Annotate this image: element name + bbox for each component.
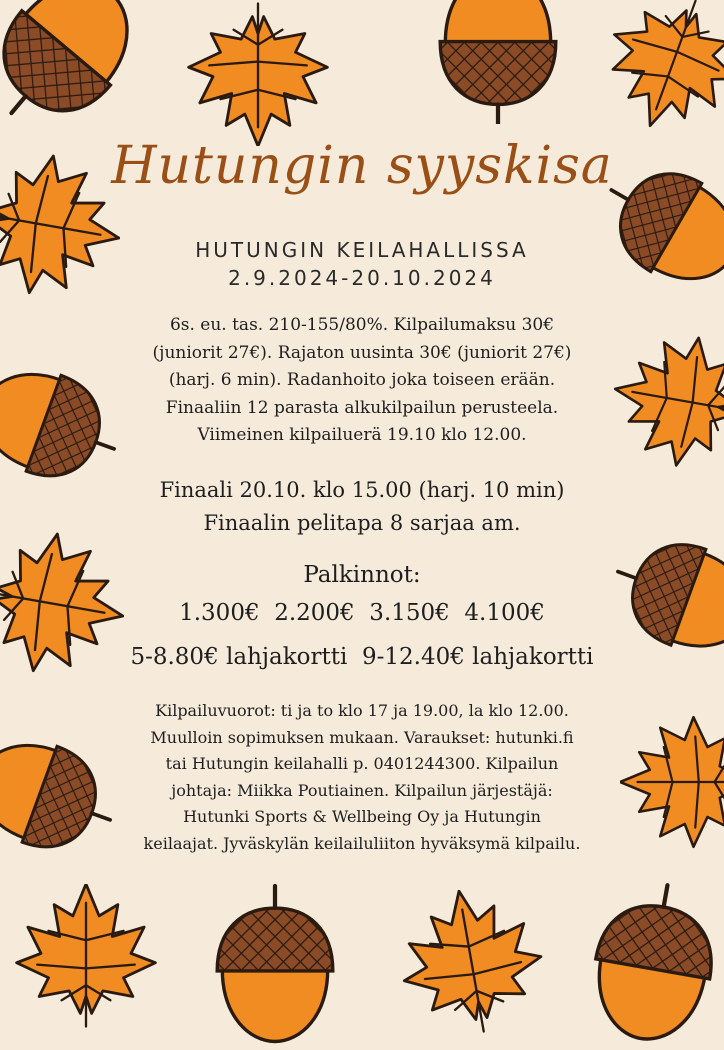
- info-line: tai Hutungin keilahalli p. 0401244300. Kilpailun: [165, 754, 559, 773]
- prizes-heading: Palkinnot:: [303, 562, 421, 588]
- subtitle: [0, 236, 724, 292]
- info-paragraph: [112, 698, 612, 857]
- info-line: johtaja: Miikka Poutiainen. Kilpailun järjestäjä:: [171, 780, 553, 800]
- rules-line: 6s. eu. tas. 210-155/80%. Kilpailumaksu 30€: [169, 315, 555, 335]
- acorn-icon: [200, 880, 350, 1050]
- rules-line: Finaaliin 12 parasta alkukilpailun perusteela.: [165, 397, 559, 418]
- maple-leaf-icon: [6, 884, 166, 1034]
- prizes-top4: 1.300€ 2.200€ 3.150€ 4.100€: [179, 600, 545, 626]
- final-info: [90, 474, 634, 540]
- rules-line: (harj. 6 min). Radanhoito joka toiseen erään.: [168, 370, 556, 390]
- final-line: Finaalin pelitapa 8 sarjaa am.: [203, 511, 521, 535]
- acorn-icon: [0, 345, 120, 495]
- acorn-icon: [0, 716, 116, 866]
- prizes-giftcards: 5-8.80€ lahjakortti 9-12.40€ lahjakortti: [130, 644, 594, 670]
- maple-leaf-icon: [614, 326, 724, 476]
- maple-leaf-icon: [178, 0, 338, 146]
- page-title: Hutungin syyskisa: [111, 136, 613, 196]
- info-line: keilaajat. Jyväskylän keilailuliiton hyväksymä kilpailu.: [143, 833, 581, 853]
- info-line: Kilpailuvuorot: ti ja to klo 17 ja 19.00, la klo 12.00.: [155, 701, 569, 720]
- subtitle-dates: 2.9.2024-20.10.2024: [228, 266, 496, 290]
- maple-leaf-icon: [620, 702, 724, 862]
- acorn-icon: [428, 0, 568, 124]
- acorn-icon: [578, 878, 724, 1048]
- subtitle-venue: HUTUNGIN KEILAHALLISSA: [195, 238, 529, 262]
- maple-leaf-icon: [392, 890, 552, 1040]
- maple-leaf-icon: [604, 0, 724, 130]
- rules-paragraph: [122, 312, 602, 450]
- final-line: Finaali 20.10. klo 15.00 (harj. 10 min): [159, 478, 565, 502]
- info-line: Muulloin sopimuksen mukaan. Varaukset: hutunki.fi: [150, 727, 574, 747]
- rules-line: Viimeinen kilpailuerä 19.10 klo 12.00.: [197, 425, 527, 445]
- acorn-icon: [0, 0, 140, 130]
- rules-line: (juniorit 27€). Rajaton uusinta 30€ (juniorit 27€): [152, 342, 572, 363]
- info-line: Hutunki Sports & Wellbeing Oy ja Hutungin: [183, 807, 541, 826]
